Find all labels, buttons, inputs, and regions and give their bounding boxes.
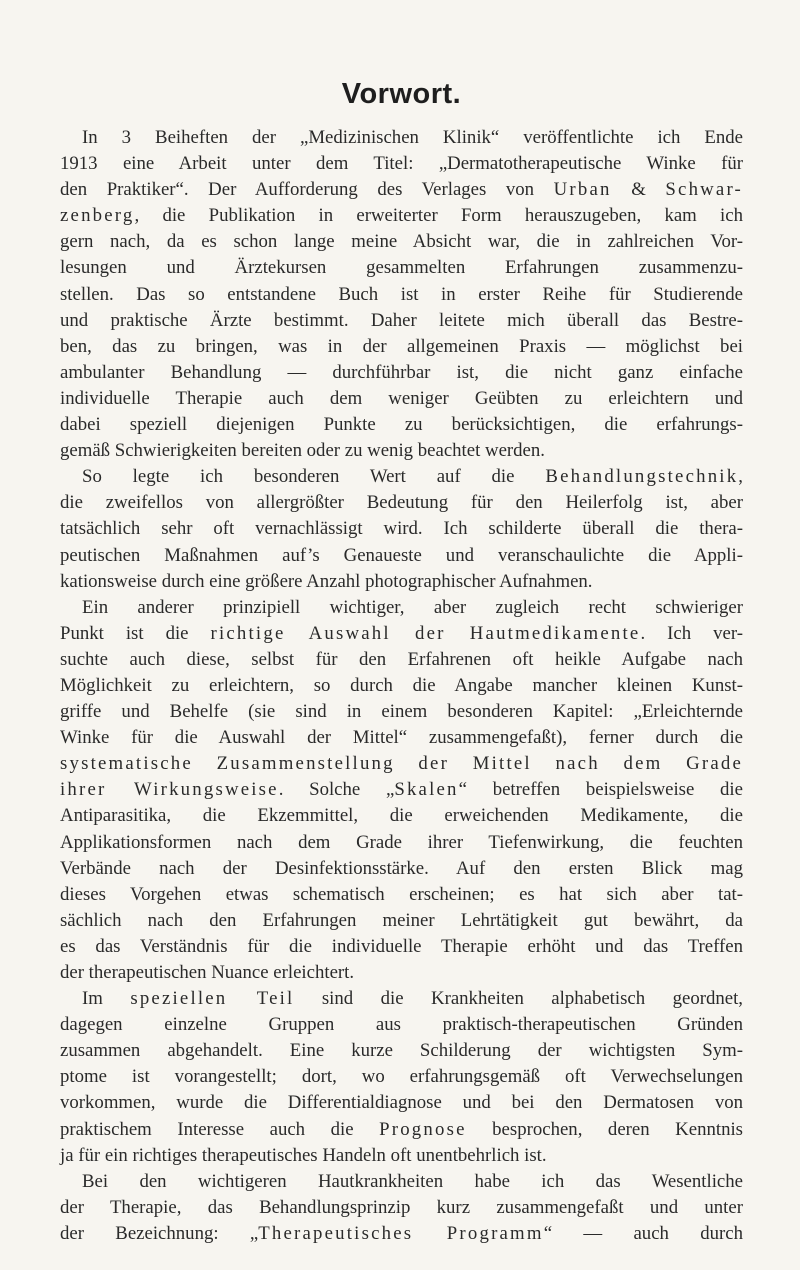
text-line [60,1169,743,1195]
text-segment: , [738,466,743,488]
text-segment: tatsächlich sehr oft vernachlässigt wird. Ich schilderte überall die thera- [60,518,743,540]
text-line [60,1012,743,1038]
text-line [60,856,743,882]
text-segment: In 3 Beiheften der „Medizinischen Klinik“ veröffentlichte ich Ende [82,127,743,148]
text-segment: Im [82,988,131,1010]
text-segment: der Bezeichnung: „ [60,1222,259,1244]
text-line [60,412,743,438]
text-line [60,1195,743,1221]
text-line [60,282,743,308]
text-segment: dieses Vorgehen etwas schematisch erscheinen; es hat sich aber tat- [60,883,743,905]
text-segment: und praktische Ärzte bestimmt. Daher leitete mich überall das Bestre- [60,309,743,331]
text-line [60,1221,743,1247]
page-title: Vorwort. [341,78,462,110]
text-segment: . Solche „ [278,779,395,801]
text-segment: gemäß Schwierigkeiten bereiten oder zu wenig beachtet werden. [60,440,545,462]
text-segment: kationsweise durch eine größere Anzahl photographischer Aufnahmen. [60,570,593,592]
text-line [60,751,743,777]
text-segment: “ betreffen beispielsweise die [458,779,743,801]
text-segment: zusammen abgehandelt. Eine kurze Schilderung der wichtigsten Sym- [60,1040,743,1062]
text-segment: vorkommen, wurde die Differentialdiagnose und bei den Dermatosen von [60,1092,743,1114]
text-segment: ambulanter Behandlung — durchführbar ist, die nicht ganz einfache [60,361,743,383]
text-segment: Antiparasitika, die Ekzemmittel, die erweichenden Medikamente, die [60,805,743,827]
spaced-emphasis-text: speziellen Teil [130,988,295,1010]
text-segment: die zweifellos von allergrößter Bedeutung für den Heilerfolg ist, aber [60,492,743,514]
spaced-emphasis-text: Therapeutisches Programm [258,1222,544,1244]
text-segment: suchte auch diese, selbst für den Erfahrenen oft heikle Aufgabe nach [60,648,743,670]
text-line [60,229,743,255]
text-line [60,255,743,281]
preface-body-text [60,125,743,1247]
text-line [60,125,743,151]
text-segment: es das Verständnis für die individuelle Therapie erhöht und das Treffen [60,935,743,957]
text-line [60,543,743,569]
text-line [60,725,743,751]
text-line [60,334,743,360]
spaced-emphasis-text: systematische Zusammenstellung der Mittel nach dem Grade [60,753,743,775]
text-segment: Verbände nach der Desinfektionsstärke. Auf den ersten Blick mag [60,857,743,879]
text-segment: Möglichkeit zu erleichtern, so durch die Angabe mancher kleinen Kunst- [60,674,743,696]
text-segment: praktischem Interesse auch die [60,1118,380,1140]
text-segment: “ — auch durch [543,1222,744,1244]
text-line [60,438,743,464]
text-line [60,595,743,621]
document-page [60,78,743,1247]
text-segment: Bei den wichtigeren Hautkrankheiten habe ich das Wesentliche [82,1170,743,1192]
spaced-emphasis-text: Prognose [379,1118,467,1140]
text-line [60,986,743,1012]
text-segment: Punkt ist die [60,622,211,644]
spaced-emphasis-text: Behandlungstechnik [545,466,739,488]
spaced-emphasis-text: zenberg [60,205,135,227]
text-segment: dagegen einzelne Gruppen aus praktisch-therapeutischen Gründen [60,1014,743,1036]
text-segment: sind die Krankheiten alphabetisch geordnet, [294,988,743,1010]
text-segment: gern nach, da es schon lange meine Absicht war, die in zahlreichen Vor- [60,231,743,253]
text-line [60,464,743,490]
text-line [60,1038,743,1064]
text-segment: 1913 eine Arbeit unter dem Titel: „Dermatotherapeutische Winke für [60,153,743,175]
text-line [60,1143,743,1169]
text-line [60,1090,743,1116]
text-line [60,203,743,229]
text-segment: sächlich nach den Erfahrungen meiner Lehrtätigkeit gut bewährt, da [60,909,743,931]
text-line [60,621,743,647]
text-segment: lesungen und Ärztekursen gesammelten Erfahrungen zusammenzu- [60,257,743,279]
text-segment: ben, das zu bringen, was in der allgemeinen Praxis — möglichst bei [60,335,743,357]
text-segment: besprochen, deren Kenntnis [466,1118,743,1140]
text-line [60,1117,743,1143]
text-segment: dabei speziell diejenigen Punkte zu berücksichtigen, die erfahrungs- [60,414,743,436]
text-segment: der Therapie, das Behandlungsprinzip kurz zusammengefaßt und unter [60,1196,743,1218]
text-line [60,516,743,542]
text-line [60,882,743,908]
text-line [60,569,743,595]
text-line [60,151,743,177]
text-segment: Applikationsformen nach dem Grade ihrer Tiefenwirkung, die feuchten [60,831,743,853]
spaced-emphasis-text: Urban [553,179,612,201]
spaced-emphasis-text: Schwar- [665,179,743,201]
text-segment: griffe und Behelfe (sie sind in einem besonderen Kapitel: „Erleichternde [60,701,743,723]
text-line [60,177,743,203]
text-segment: So legte ich besonderen Wert auf die [82,466,546,488]
text-segment: den Praktiker“. Der Aufforderung des Verlages von [60,179,554,201]
text-line [60,1064,743,1090]
text-line [60,908,743,934]
text-segment: , die Publikation in erweiterter Form herauszugeben, kam ich [134,205,743,227]
text-line [60,360,743,386]
text-segment: Winke für die Auswahl der Mittel“ zusammengefaßt), ferner durch die [60,727,743,749]
text-segment: peutischen Maßnahmen auf’s Genaueste und veranschaulichte die Appli- [60,544,743,566]
text-line [60,777,743,803]
text-line [60,803,743,829]
text-segment: . Ich ver- [640,622,743,644]
text-segment: der therapeutischen Nuance erleichtert. [60,962,355,983]
text-line [60,490,743,516]
text-line [60,647,743,673]
spaced-emphasis-text: richtige Auswahl der Hautmedikamente [210,622,641,644]
spaced-emphasis-text: ihrer Wirkungsweise [60,779,279,801]
text-segment: individuelle Therapie auch dem weniger Geübten zu erleichtern und [60,387,743,409]
text-segment: ja für ein richtiges therapeutisches Handeln oft unentbehrlich ist. [60,1144,547,1166]
text-segment: & [611,179,666,201]
text-segment: ptome ist vorangestellt; dort, wo erfahrungsgemäß oft Verwechselungen [60,1066,743,1088]
text-line [60,830,743,856]
text-line [60,960,743,986]
text-segment: Ein anderer prinzipiell wichtiger, aber zugleich recht schwieriger [82,596,743,618]
spaced-emphasis-text: Skalen [394,779,459,801]
text-line [60,386,743,412]
text-line [60,673,743,699]
text-line [60,308,743,334]
text-line [60,934,743,960]
text-segment: stellen. Das so entstandene Buch ist in erster Reihe für Studierende [60,283,743,305]
text-line [60,699,743,725]
